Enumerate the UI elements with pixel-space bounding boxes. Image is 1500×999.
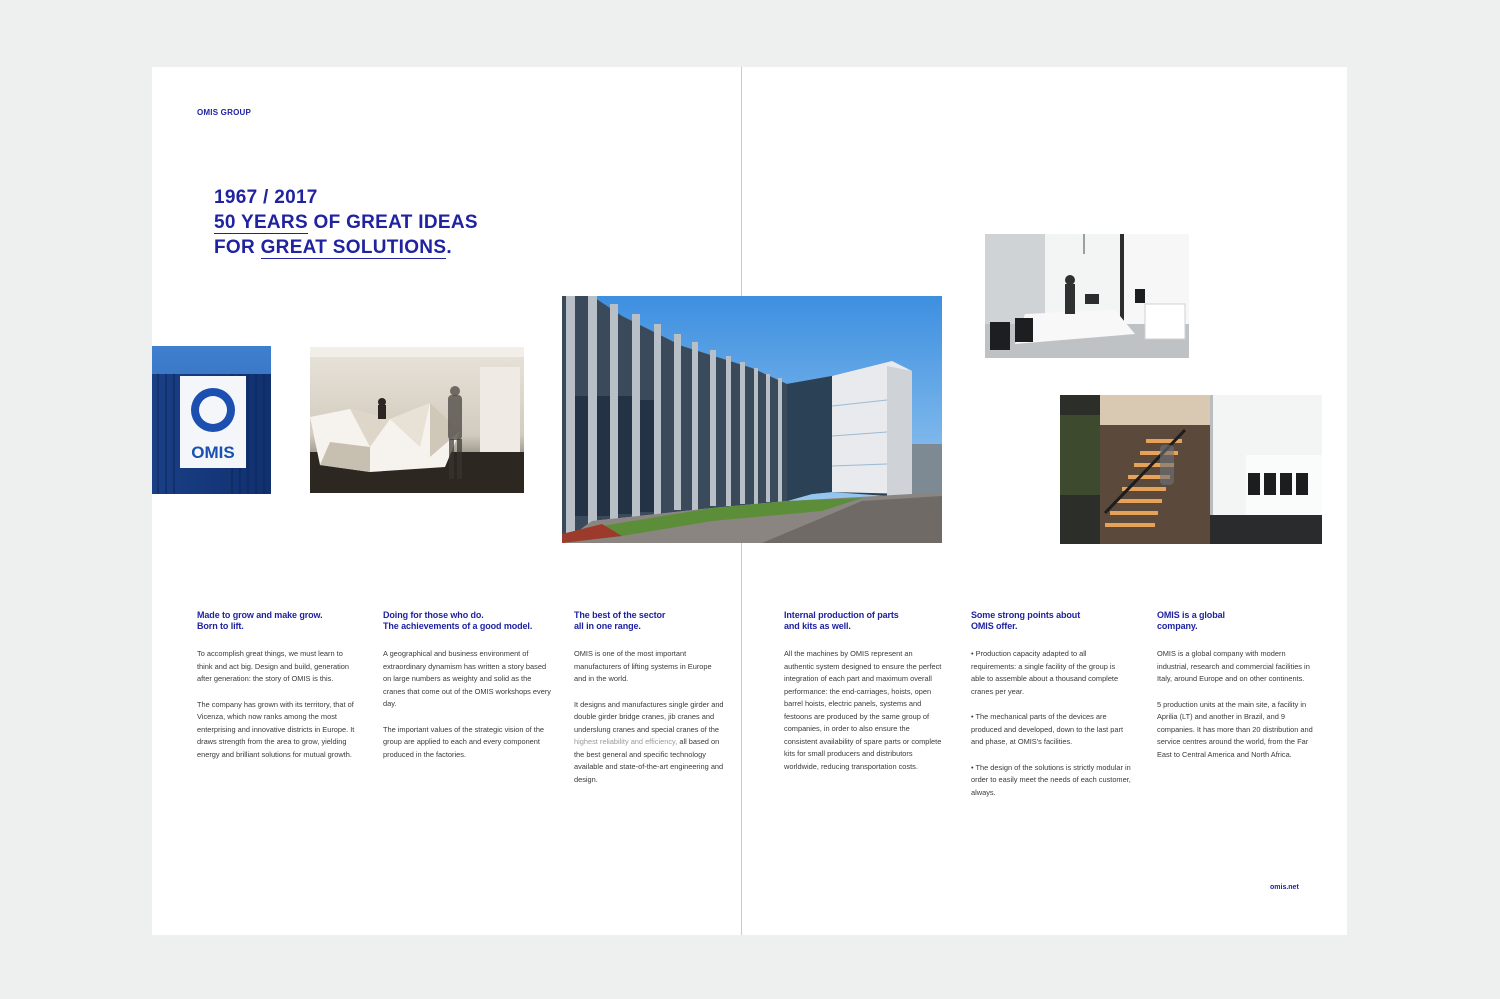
brand-label: OMIS GROUP [197,108,252,117]
column-paragraph: It designs and manufactures single girder and double girder bridge cranes, jib cranes and underslung cranes and special cranes of the highest reliability and efficiency, all based on the best general and specific technology available and state-of-the-art engineering and design. [574,699,724,784]
column-title: OMIS is a global company. [1157,610,1225,631]
office-interior-photo [985,234,1189,358]
column-bullet: • Production capacity adapted to all requirements: a single facility of the group is able to assemble about a thousand complete cranes per year. [971,649,1119,696]
reception-lobby-photo [310,347,524,493]
column-internal-production [784,610,944,786]
headline-line2: 50 YEARS OF GREAT IDEAS [214,212,478,233]
column-global-company [1157,610,1317,774]
column-title: Made to grow and make grow. Born to lift. [197,610,323,631]
headline-line3: FOR GREAT SOLUTIONS. [214,237,452,258]
column-made-to-grow [197,610,357,774]
column-bullet: • The design of the solutions is strictly modular in order to easily meet the needs of each customer, always. [971,762,1131,797]
omis-sign-photo [152,346,271,494]
staircase-photo [1060,395,1335,544]
headquarters-building-photo [562,296,942,543]
column-paragraph: A geographical and business environment of extraordinary dynamism has written a story based on large numbers as weighty and solid as the cranes that come out of the OMIS workshops every day. [383,649,552,708]
column-title: Some strong points about OMIS offer. [971,610,1081,631]
headline-years: 1967 / 2017 [214,187,318,208]
column-bullet: • The mechanical parts of the devices are produced and developed, down to the last part and phase, at OMIS's facilities. [971,712,1124,746]
column-title: The best of the sector all in one range. [574,610,666,631]
sign-text: OMIS [191,443,235,462]
column-title: Doing for those who do. The achievements of a good model. [383,610,533,631]
column-paragraph: OMIS is one of the most important manufacturers of lifting systems in Europe and in the world. [574,649,712,683]
column-paragraph: All the machines by OMIS represent an authentic system designed to ensure the perfect integration of each part and maximum overall performance: the end-carriages, hoists, open barrel hoists, electric panels, systems and festoons are produced by the same group of companies, in order to also ensure the consistent availability of spare parts or complete kits for small producers and distributors worldwide, reducing transportation costs. [784,649,942,771]
brochure-spread [152,67,1347,935]
column-paragraph: OMIS is a global company with modern industrial, research and commercial facilities in Italy, around Europe and on other continents. [1157,649,1310,683]
column-doing-for-those [383,610,555,774]
column-strong-points [971,610,1131,812]
column-paragraph: The important values of the strategic vision of the group are applied to each and every component produced in the factories. [383,724,545,759]
column-best-of-sector [574,610,724,799]
website-link[interactable]: omis.net [1270,884,1299,891]
column-paragraph: To accomplish great things, we must learn to think and act big. Design and build, generation after generation: the story of OMIS is this. [197,649,350,683]
headline [214,185,478,260]
column-paragraph: 5 production units at the main site, a facility in Aprilia (LT) and another in Brazil, and 9 companies. It has more than 20 distribution and service centres around the world, from the Far East to Central America and North Africa. [1157,699,1313,759]
column-title: Internal production of parts and kits as well. [784,610,899,631]
column-paragraph: The company has grown with its territory, that of Vicenza, which now ranks among the most enterprising and innovative districts in Europe. It draws strength from the area to grow, yielding energy and brilliant solutions for mutual growth. [197,699,355,759]
